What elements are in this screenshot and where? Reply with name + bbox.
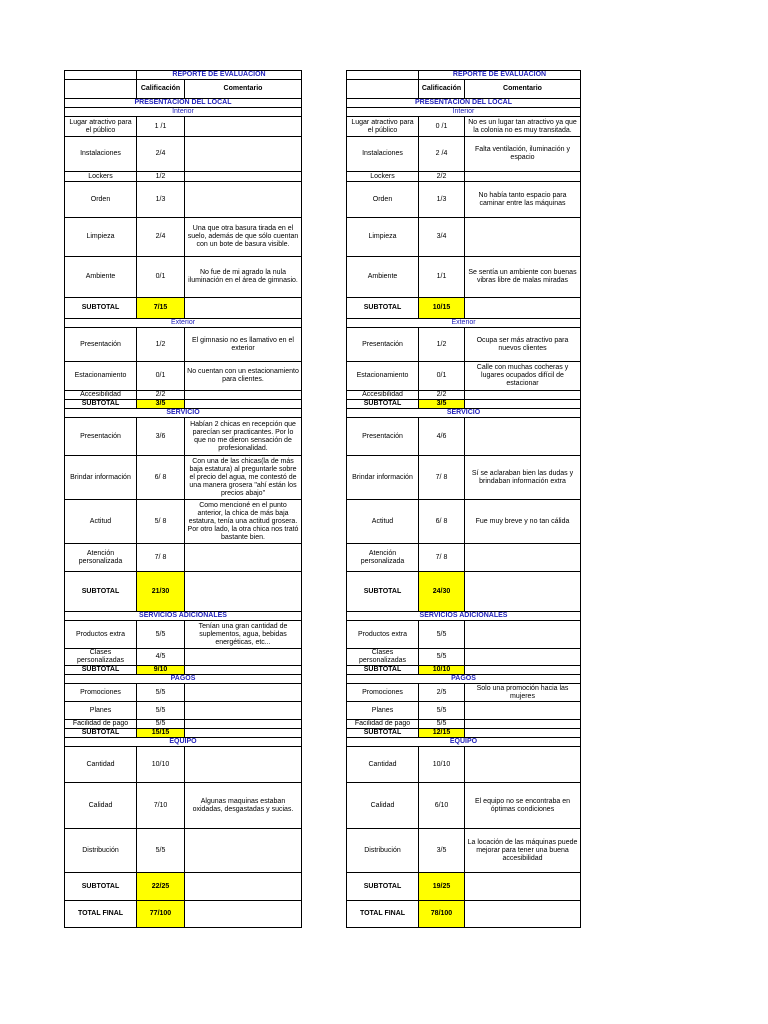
row-label: Presentación (65, 418, 137, 456)
row-score: 5/5 (419, 621, 465, 649)
row-label: Limpieza (347, 218, 419, 257)
row-comment (465, 544, 581, 572)
row-comment (185, 137, 302, 172)
section-servicios-adicionales: SERVICIOS ADICIONALES (347, 612, 581, 621)
row-comment (185, 684, 302, 702)
row-label: Calidad (65, 783, 137, 829)
subtotal-score: 10/15 (419, 298, 465, 319)
row-label: Estacionamiento (65, 362, 137, 391)
row-label: Lugar atractivo para el público (65, 117, 137, 137)
total-final-score: 77/100 (137, 901, 185, 928)
row-comment (465, 400, 581, 409)
subtotal-label: SUBTOTAL (347, 666, 419, 675)
row-label: Limpieza (65, 218, 137, 257)
row-score: 2/5 (419, 684, 465, 702)
row-score: 5/5 (419, 720, 465, 729)
row-label: Productos extra (65, 621, 137, 649)
subtotal-score: 7/15 (137, 298, 185, 319)
row-comment: Como mencioné en el punto anterior, la chica de más baja estatura, tenía una actitud grosera. Por otro lado, la otra chica nos trató bastante bien. (185, 500, 302, 544)
row-comment (185, 720, 302, 729)
row-comment (185, 172, 302, 182)
row-comment (185, 572, 302, 612)
row-comment (185, 649, 302, 666)
row-comment: Se sentía un ambiente con buenas vibras libre de malas miradas (465, 257, 581, 298)
row-label: Ambiente (347, 257, 419, 298)
row-label: Cantidad (65, 747, 137, 783)
row-score: 3/4 (419, 218, 465, 257)
row-comment: Calle con muchas cocheras y lugares ocupados difícil de estacionar (465, 362, 581, 391)
subtotal-score: 15/15 (137, 729, 185, 738)
row-score: 7/ 8 (419, 544, 465, 572)
subtotal-score: 22/25 (137, 873, 185, 901)
row-label: Brindar información (65, 456, 137, 500)
row-comment: Algunas maquinas estaban oxidadas, desgastadas y sucias. (185, 783, 302, 829)
row-label: Actitud (65, 500, 137, 544)
row-score: 0/1 (137, 362, 185, 391)
row-comment (465, 172, 581, 182)
row-label: Orden (65, 182, 137, 218)
row-score: 7/10 (137, 783, 185, 829)
row-comment: No cuentan con un estacionamiento para clientes. (185, 362, 302, 391)
row-score: 5/ 8 (137, 500, 185, 544)
subtotal-label: SUBTOTAL (65, 873, 137, 901)
row-label: Calidad (347, 783, 419, 829)
row-comment (185, 400, 302, 409)
row-comment: La locación de las máquinas puede mejorar para tener una buena accesibilidad (465, 829, 581, 873)
subtotal-score: 3/5 (137, 400, 185, 409)
row-comment: No es un lugar tan atractivo ya que la colonia no es muy transitada. (465, 117, 581, 137)
row-comment (465, 218, 581, 257)
row-score: 0/1 (419, 362, 465, 391)
evaluation-report-left (64, 70, 302, 928)
section-equipo: EQUIPO (347, 738, 581, 747)
row-comment (465, 572, 581, 612)
row-label: Promociones (65, 684, 137, 702)
row-score: 5/5 (419, 702, 465, 720)
row-score: 10/10 (419, 747, 465, 783)
row-score: 3/5 (419, 829, 465, 873)
row-score: 5/5 (137, 720, 185, 729)
total-final-label: TOTAL FINAL (347, 901, 419, 928)
row-score: 5/5 (419, 649, 465, 666)
section-servicio: SERVICIO (65, 409, 302, 418)
subtotal-score: 3/5 (419, 400, 465, 409)
row-comment (465, 621, 581, 649)
report-title: REPORTE DE EVALUACION (137, 71, 302, 80)
row-label: Ambiente (65, 257, 137, 298)
subtotal-score: 9/10 (137, 666, 185, 675)
row-comment (465, 720, 581, 729)
row-label: Actitud (347, 500, 419, 544)
row-label: Distribución (65, 829, 137, 873)
row-score: 1/2 (419, 328, 465, 362)
row-comment: Una que otra basura tirada en el suelo, además de que sólo cuentan con un bote de basura visible. (185, 218, 302, 257)
report-title: REPORTE DE EVALUACION (419, 71, 581, 80)
row-comment: Habían 2 chicas en recepción que parecían ser practicantes. Por lo que no me dieron sensación de profesionalidad. (185, 418, 302, 456)
row-label: Accesibilidad (347, 391, 419, 400)
row-comment (465, 901, 581, 928)
row-score: 0 /1 (419, 117, 465, 137)
row-score: 7/ 8 (419, 456, 465, 500)
subtotal-label: SUBTOTAL (65, 572, 137, 612)
section-pagos: PAGOS (347, 675, 581, 684)
header-comentario: Comentario (465, 80, 581, 99)
row-comment (465, 873, 581, 901)
header-comentario: Comentario (185, 80, 302, 99)
row-comment: No fue de mi agrado la nula iluminación en el área de gimnasio. (185, 257, 302, 298)
section-presentacion-del-local: PRESENTACION DEL LOCAL (347, 99, 581, 108)
row-score: 2/2 (137, 391, 185, 400)
subsection-interior: Interior (347, 108, 581, 117)
row-score: 4/6 (419, 418, 465, 456)
total-final-label: TOTAL FINAL (65, 901, 137, 928)
subtotal-label: SUBTOTAL (347, 729, 419, 738)
subtotal-score: 10/10 (419, 666, 465, 675)
row-label: Planes (65, 702, 137, 720)
row-score: 1 /1 (137, 117, 185, 137)
header-calificacion: Calificación (137, 80, 185, 99)
row-score: 5/5 (137, 684, 185, 702)
row-score: 1/2 (137, 172, 185, 182)
row-score: 1/1 (419, 257, 465, 298)
row-comment (465, 649, 581, 666)
subtotal-label: SUBTOTAL (347, 873, 419, 901)
row-comment (185, 391, 302, 400)
subsection-exterior: Exterior (347, 319, 581, 328)
subtotal-label: SUBTOTAL (65, 298, 137, 319)
subtotal-score: 19/25 (419, 873, 465, 901)
row-comment (185, 901, 302, 928)
row-comment (185, 729, 302, 738)
row-score: 4/5 (137, 649, 185, 666)
section-presentacion-del-local: PRESENTACION DEL LOCAL (65, 99, 302, 108)
row-label: Facilidad de pago (65, 720, 137, 729)
row-comment: El equipo no se encontraba en óptimas condiciones (465, 783, 581, 829)
row-comment (465, 298, 581, 319)
section-equipo: EQUIPO (65, 738, 302, 747)
row-score: 5/5 (137, 829, 185, 873)
row-comment: Falta ventilación, iluminación y espacio (465, 137, 581, 172)
row-score: 2/2 (419, 391, 465, 400)
row-label: Cantidad (347, 747, 419, 783)
row-label: Accesibilidad (65, 391, 137, 400)
row-comment (185, 666, 302, 675)
total-final-score: 78/100 (419, 901, 465, 928)
row-label: Orden (347, 182, 419, 218)
row-score: 0/1 (137, 257, 185, 298)
row-label: Facilidad de pago (347, 720, 419, 729)
row-label: Instalaciones (65, 137, 137, 172)
row-label: Presentación (347, 418, 419, 456)
row-label: Estacionamiento (347, 362, 419, 391)
row-label: Promociones (347, 684, 419, 702)
row-label: Lugar atractivo para el público (347, 117, 419, 137)
subtotal-label: SUBTOTAL (347, 298, 419, 319)
row-comment (185, 298, 302, 319)
row-score: 3/6 (137, 418, 185, 456)
row-comment: No había tanto espacio para caminar entre las máquinas (465, 182, 581, 218)
row-score: 6/10 (419, 783, 465, 829)
row-comment (185, 829, 302, 873)
row-score: 10/10 (137, 747, 185, 783)
row-label: Clases personalizadas (347, 649, 419, 666)
row-label: Distribución (347, 829, 419, 873)
row-comment: Ocupa ser más atractivo para nuevos clientes (465, 328, 581, 362)
row-label: Planes (347, 702, 419, 720)
row-score: 2/4 (137, 137, 185, 172)
row-comment: Fue muy breve y no tan cálida (465, 500, 581, 544)
row-label: Lockers (65, 172, 137, 182)
row-comment (465, 418, 581, 456)
subtotal-label: SUBTOTAL (65, 729, 137, 738)
row-label: Instalaciones (347, 137, 419, 172)
subsection-interior: Interior (65, 108, 302, 117)
subtotal-score: 21/30 (137, 572, 185, 612)
subtotal-label: SUBTOTAL (65, 666, 137, 675)
row-label: Presentación (65, 328, 137, 362)
row-comment (185, 702, 302, 720)
subtotal-score: 12/15 (419, 729, 465, 738)
row-score: 2 /4 (419, 137, 465, 172)
row-comment (465, 702, 581, 720)
row-comment (185, 747, 302, 783)
row-comment: Con una de las chicas(la de más baja estatura) al preguntarle sobre el precio del agua, me contestó de una manera grosera "ahí están los precios abajo" (185, 456, 302, 500)
row-score: 1/3 (137, 182, 185, 218)
header-calificacion: Calificación (419, 80, 465, 99)
row-comment: Solo una promoción hacia las mujeres (465, 684, 581, 702)
subsection-exterior: Exterior (65, 319, 302, 328)
row-label: Productos extra (347, 621, 419, 649)
row-score: 1/3 (419, 182, 465, 218)
row-label: Atención personalizada (347, 544, 419, 572)
row-label: Atención personalizada (65, 544, 137, 572)
row-score: 6/ 8 (419, 500, 465, 544)
row-score: 7/ 8 (137, 544, 185, 572)
row-score: 2/2 (419, 172, 465, 182)
row-comment: El gimnasio no es llamativo en el exterior (185, 328, 302, 362)
row-score: 6/ 8 (137, 456, 185, 500)
row-comment (185, 544, 302, 572)
row-label: Lockers (347, 172, 419, 182)
section-servicio: SERVICIO (347, 409, 581, 418)
row-comment (465, 747, 581, 783)
row-score: 1/2 (137, 328, 185, 362)
section-pagos: PAGOS (65, 675, 302, 684)
row-label: Presentación (347, 328, 419, 362)
row-label: Brindar información (347, 456, 419, 500)
subtotal-label: SUBTOTAL (65, 400, 137, 409)
subtotal-label: SUBTOTAL (347, 572, 419, 612)
evaluation-report-right (346, 70, 581, 928)
subtotal-label: SUBTOTAL (347, 400, 419, 409)
row-comment (185, 117, 302, 137)
row-comment (465, 391, 581, 400)
row-comment (465, 729, 581, 738)
row-comment (185, 873, 302, 901)
row-score: 5/5 (137, 702, 185, 720)
section-servicios-adicionales: SERVICIOS ADICIONALES (65, 612, 302, 621)
row-label: Clases personalizadas (65, 649, 137, 666)
subtotal-score: 24/30 (419, 572, 465, 612)
row-comment (185, 182, 302, 218)
row-comment: Sí se aclaraban bien las dudas y brindaban información extra (465, 456, 581, 500)
row-score: 2/4 (137, 218, 185, 257)
row-comment (465, 666, 581, 675)
row-comment: Tenían una gran cantidad de suplementos, agua, bebidas energéticas, etc... (185, 621, 302, 649)
row-score: 5/5 (137, 621, 185, 649)
